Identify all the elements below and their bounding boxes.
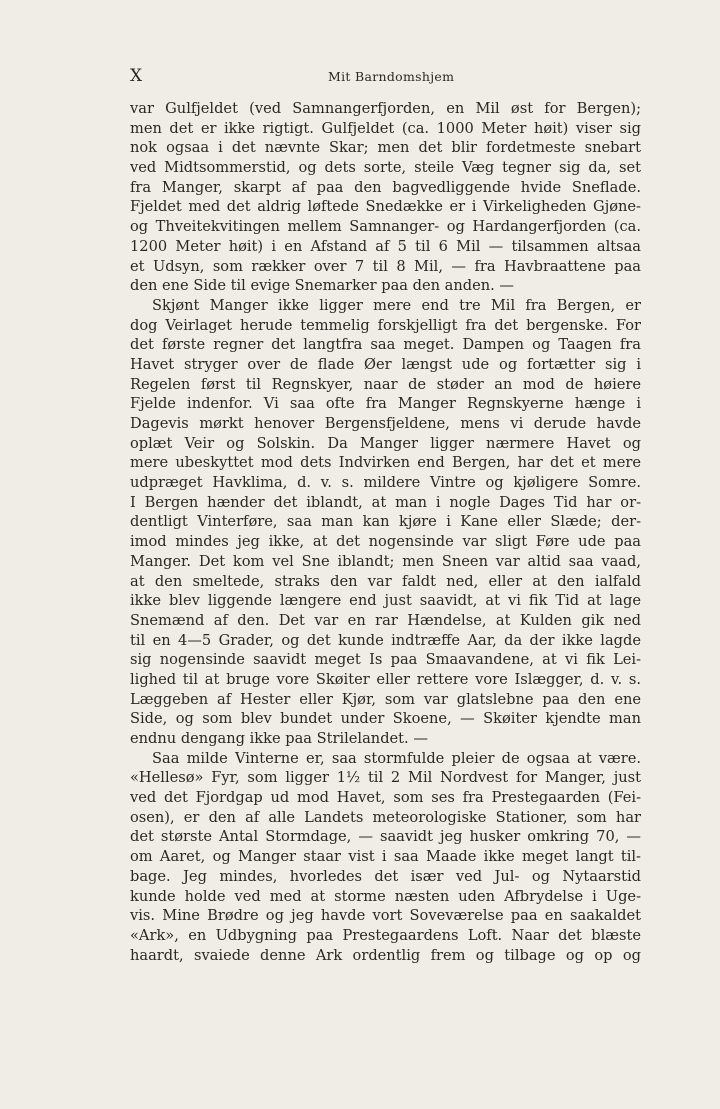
text-line: det største Antal Stormdage, — saavidt jeg husker omkring 70, — [130,828,641,846]
text-line: osen), er den af alle Landets meteorologiske Stationer, som har [130,808,641,826]
text-line: Regelen først til Regnskyer, naar de støder an mod de høiere [130,375,641,393]
text-line: ved det Fjordgap ud mod Havet, som ses fra Prestegaarden (Fei- [130,789,641,807]
text-line: kunde holde ved med at storme næsten uden Afbrydelse i Uge- [130,887,641,905]
text-line: det første regner det langtfra saa meget. Dampen og Taagen fra [130,336,641,354]
text-line: Side, og som blev bundet under Skoene, — Skøiter kjendte man [130,710,641,728]
text-line: bage. Jeg mindes, hvorledes det især ved Jul- og Nytaarstid [130,867,641,885]
text-line: var Gulfjeldet (ved Samnangerfjorden, en Mil øst for Bergen); [130,100,641,117]
text-line: Manger. Det kom vel Sne iblandt; men Sneen var altid saa vaad, [130,552,641,570]
text-line: til en 4—5 Grader, og det kunde indtræffe Aar, da der ikke lagde [130,631,641,649]
page-number: X [130,66,143,86]
text-line: Fjelde indenfor. Vi saa ofte fra Manger Regnskyerne hænge i [130,395,641,413]
text-line: Dagevis mørkt henover Bergensfjeldene, mens vi derude havde [130,415,641,432]
text-line: men det er ikke rigtigt. Gulfjeldet (ca. 1000 Meter høit) viser sig [130,119,641,137]
text-line: dentligt Vinterføre, saa man kan kjøre i Kane eller Slæde; der- [130,513,641,531]
text-line: Saa milde Vinterne er, saa stormfulde pleier de ogsaa at være. [152,749,641,767]
text-line: Fjeldet med det aldrig løftede Snedække er i Virkeligheden Gjøne- [130,198,641,216]
text-line: «Ark», en Udbygning paa Prestegaardens Loft. Naar det blæste [130,926,641,944]
text-line: lighed til at bruge vore Skøiter eller rettere vore Islægger, d. v. s. [130,670,641,688]
text-line: haardt, svaiede denne Ark ordentlig frem og tilbage og op og [130,946,641,964]
running-title: Mit Barndomshjem [328,69,455,84]
text-line: Skjønt Manger ikke ligger mere end tre Mil fra Bergen, er [152,296,641,314]
text-line: sig nogensinde saavidt meget Is paa Smaavandene, at vi fik Lei- [130,651,641,669]
text-line: 1200 Meter høit) i en Afstand af 5 til 6 Mil — tilsammen altsaa [130,237,641,255]
text-line: dog Veirlaget herude temmelig forskjelligt fra det bergenske. For [130,316,641,334]
text-line: vis. Mine Brødre og jeg havde vort Soveværelse paa en saakaldet [130,907,641,925]
text-line: ved Midtsommerstid, og dets sorte, steile Væg tegner sig da, set [130,159,641,177]
text-line: «Hellesø» Fyr, som ligger 1½ til 2 Mil Nordvest for Manger, just [130,769,641,787]
text-line: udpræget Havklima, d. v. s. mildere Vintre og kjøligere Somre. [130,474,641,492]
text-line: Havet stryger over de flade Øer længst ude og fortætter sig i [130,355,641,373]
text-line: endnu dengang ikke paa Strilelandet. — [130,730,428,747]
page-header [130,66,641,86]
text-line: og Thveitekvitingen mellem Samnanger- og Hardangerfjorden (ca. [130,218,641,236]
text-line: Snemænd af den. Det var en rar Hændelse, at Kulden gik ned [130,611,641,629]
text-line: at den smeltede, straks den var faldt ned, eller at den ialfald [130,572,641,590]
text-line: nok ogsaa i det nævnte Skar; men det blir fordetmeste snebart [130,139,641,157]
text-line: ikke blev liggende længere end just saavidt, at vi fik Tid at lage [130,592,641,610]
text-line: mere ubeskyttet mod dets Indvirken end Bergen, har det et mere [130,454,641,472]
text-line: imod mindes jeg ikke, at det nogensinde var sligt Føre ude paa [130,533,641,551]
text-line: om Aaret, og Manger staar vist i saa Maade ikke meget langt til- [130,848,641,866]
text-line: et Udsyn, som rækker over 7 til 8 Mil, — fra Havbraattene paa [130,257,641,275]
text-line: I Bergen hænder det iblandt, at man i nogle Dages Tid har or- [130,493,641,511]
text-line: oplæt Veir og Solskin. Da Manger ligger nærmere Havet og [130,434,641,452]
text-line: fra Manger, skarpt af paa den bagvedliggende hvide Sneflade. [130,178,641,196]
body-text [130,99,641,965]
text-line: Læggeben af Hester eller Kjør, som var glatslebne paa den ene [130,690,641,708]
text-line: den ene Side til evige Snemarker paa den anden. — [130,277,515,295]
